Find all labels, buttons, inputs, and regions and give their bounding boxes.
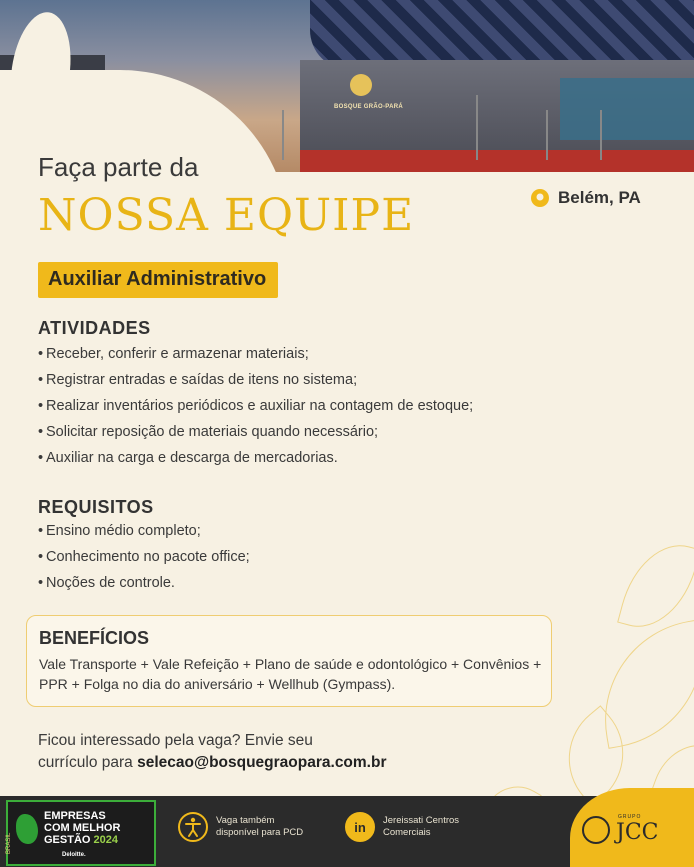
grupo-jcc-logo: GRUPO JCC xyxy=(570,788,694,867)
location xyxy=(530,188,641,208)
venue-sign: BOSQUE GRÃO-PARÁ xyxy=(334,104,404,110)
map-pin-icon xyxy=(530,188,550,208)
venue-logo-icon xyxy=(350,74,372,96)
pcd-notice: Vaga também disponível para PCD xyxy=(178,812,303,842)
cta-prefix: currículo para xyxy=(38,754,138,771)
list-item: • Receber, conferir e armazenar materiais; xyxy=(38,341,473,367)
brazil-map-icon xyxy=(16,814,38,844)
best-management-badge: BRASIL EMPRESAS COM MELHOR GESTÃO 2024 Deloitte. xyxy=(6,800,156,866)
linkedin-icon[interactable] xyxy=(345,812,375,842)
benefits-text: Vale Transporte + Vale Refeição + Plano de saúde e odontológico + Convênios + PPR + Folga no dia do aniversário + Wellhub (Gympass). xyxy=(39,656,542,692)
requirements-heading: REQUISITOS xyxy=(38,497,154,517)
list-item: • Solicitar reposição de materiais quando necessário; xyxy=(38,419,473,445)
accessibility-icon xyxy=(178,812,208,842)
activities-heading: ATIVIDADES xyxy=(38,318,151,338)
intro-text: Faça parte da xyxy=(38,152,199,182)
activities-list xyxy=(38,341,473,471)
call-to-action xyxy=(38,730,387,774)
location-label: Belém, PA xyxy=(558,188,641,207)
svg-text:in: in xyxy=(354,820,366,835)
list-item: • Registrar entradas e saídas de itens no sistema; xyxy=(38,367,473,393)
benefits-heading: BENEFÍCIOS xyxy=(39,628,150,648)
jcc-seal-icon xyxy=(582,816,610,844)
page-title: NOSSA EQUIPE xyxy=(38,190,415,241)
requirements-list xyxy=(38,518,250,596)
cta-line: Ficou interessado pela vaga? Envie seu xyxy=(38,732,313,749)
linkedin-link[interactable]: in Jereissati Centros Comerciais xyxy=(345,812,459,842)
list-item: • Noções de controle. xyxy=(38,570,250,596)
list-item: • Conhecimento no pacote office; xyxy=(38,544,250,570)
list-item: • Ensino médio completo; xyxy=(38,518,250,544)
job-title-badge: Auxiliar Administrativo xyxy=(38,262,278,298)
list-item: • Realizar inventários periódicos e auxiliar na contagem de estoque; xyxy=(38,393,473,419)
benefits-box xyxy=(26,615,552,707)
contact-email-link[interactable]: selecao@bosquegraopara.com.br xyxy=(137,754,387,771)
list-item: • Auxiliar na carga e descarga de mercadorias. xyxy=(38,445,473,471)
